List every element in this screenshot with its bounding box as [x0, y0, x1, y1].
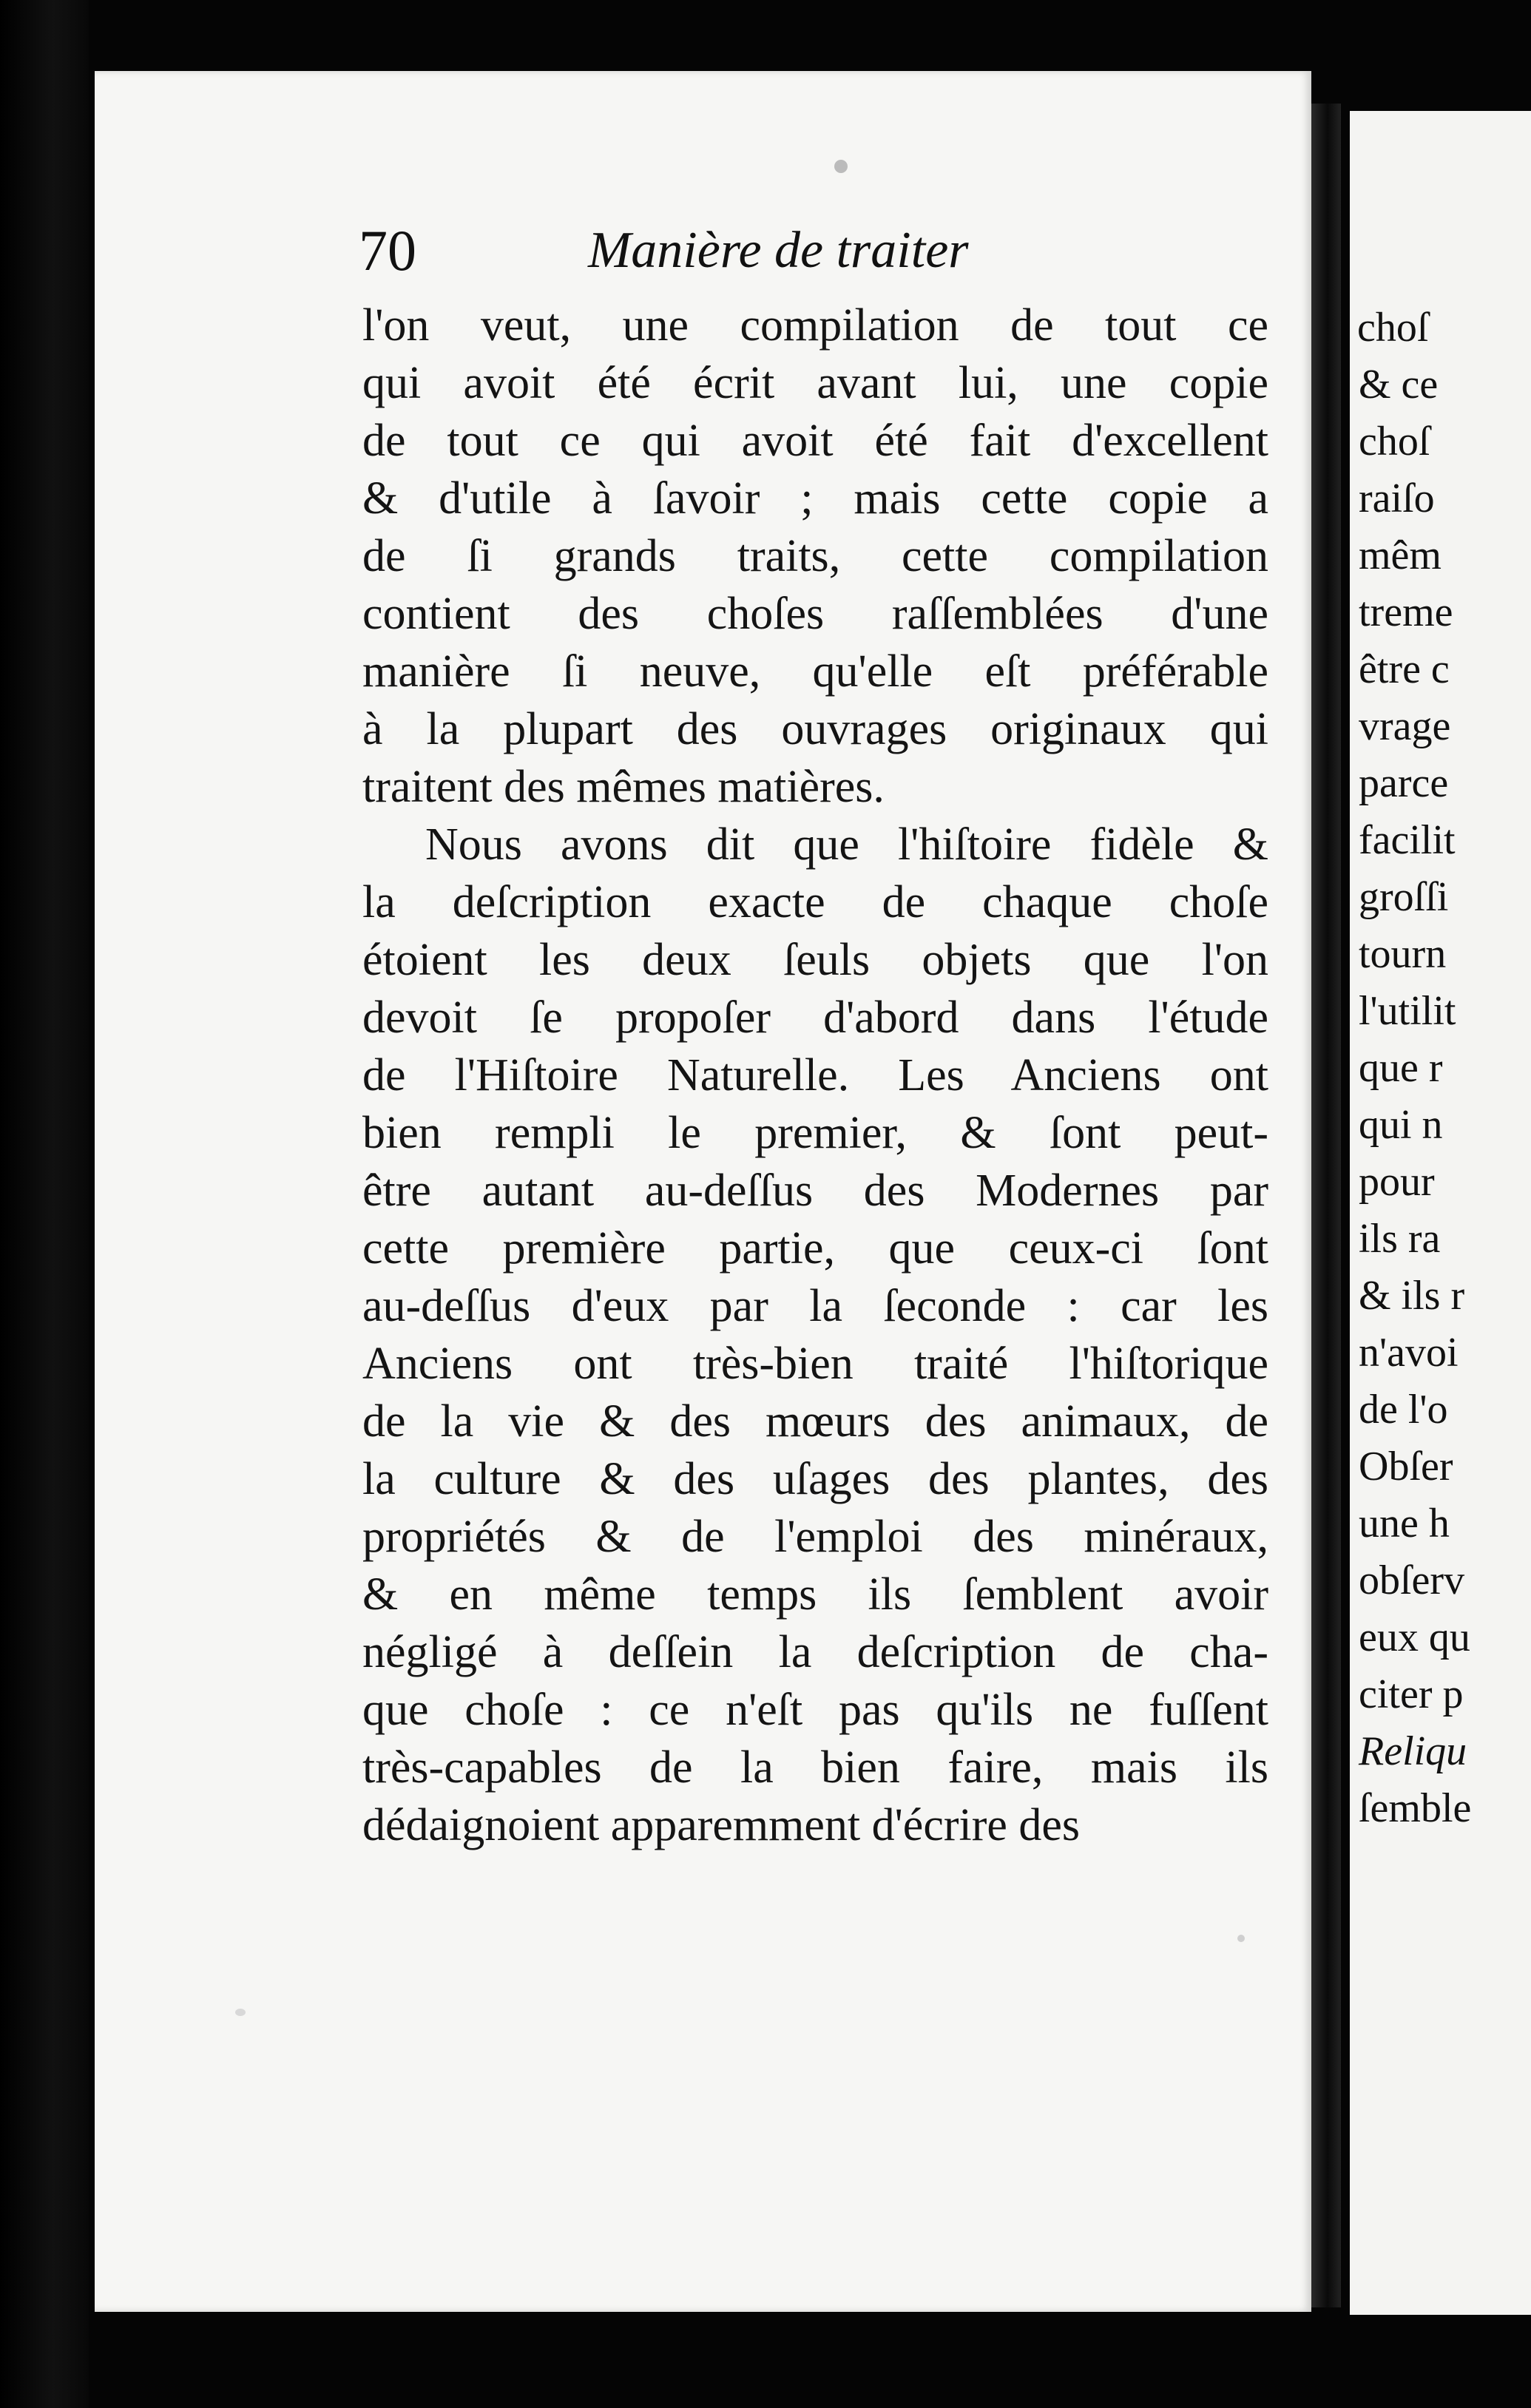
text-line: très-capables de la bien faire, mais ils: [362, 1742, 1268, 1793]
text-line: devoit ſe propoſer d'abord dans l'étude: [362, 992, 1268, 1043]
facing-page: [1350, 111, 1531, 2315]
text-line: la culture & des uſages des plantes, des: [362, 1454, 1268, 1504]
text-line: propriétés & de l'emploi des minéraux,: [362, 1512, 1268, 1562]
page-number: 70: [359, 218, 416, 283]
text-line: l'on veut, une compilation de tout ce: [362, 300, 1268, 351]
facing-page-line: être c: [1359, 646, 1450, 692]
facing-page-line: parce: [1359, 760, 1449, 806]
text-line: cette première partie, que ceux-ci ſont: [362, 1223, 1268, 1274]
page-gutter: [1311, 104, 1341, 2307]
facing-page-line: l'utilit: [1359, 988, 1456, 1034]
text-line: au-deſſus d'eux par la ſeconde : car les: [362, 1281, 1268, 1331]
facing-page-line: raiſo: [1359, 476, 1435, 521]
text-line: Nous avons dit que l'hiſtoire fidèle &: [425, 819, 1268, 870]
facing-page-line: mêm: [1359, 532, 1442, 578]
facing-page-line: choſ: [1359, 419, 1430, 464]
facing-page-line: treme: [1359, 589, 1453, 635]
text-line: être autant au-deſſus des Modernes par: [362, 1166, 1268, 1216]
facing-page-line: ils ra: [1359, 1216, 1441, 1262]
facing-page-line: facilit: [1359, 817, 1456, 863]
text-line: bien rempli le premier, & ſont peut-: [362, 1108, 1268, 1158]
facing-page-line: obſerv: [1359, 1558, 1465, 1603]
text-line: traitent des mêmes matières.: [362, 762, 885, 812]
facing-page-line: pour: [1359, 1159, 1435, 1205]
facing-page-line: de l'o: [1359, 1387, 1448, 1433]
text-line: de tout ce qui avoit été fait d'excellent: [362, 416, 1268, 466]
page-speck: [834, 160, 848, 173]
text-line: & en même temps ils ſemblent avoir: [362, 1569, 1268, 1620]
book-binding: [0, 0, 89, 2408]
facing-page-line: ſemble: [1359, 1785, 1472, 1831]
text-line: négligé à deſſein la deſcription de cha-: [362, 1627, 1268, 1677]
facing-page-line: que r: [1359, 1045, 1443, 1091]
running-header: [359, 218, 1276, 288]
facing-page-line: n'avoi: [1359, 1330, 1459, 1376]
text-line: contient des choſes raſſemblées d'une: [362, 589, 1268, 639]
text-line: étoient les deux ſeuls objets que l'on: [362, 935, 1268, 985]
text-line: & d'utile à ſavoir ; mais cette copie a: [362, 473, 1268, 524]
text-line: manière ſi neuve, qu'elle eſt préférable: [362, 646, 1268, 697]
facing-page-line: une h: [1359, 1501, 1450, 1546]
facing-page-line: & ce: [1359, 362, 1439, 407]
text-line: de la vie & des mœurs des animaux, de: [362, 1396, 1268, 1447]
facing-page-line: eux qu: [1359, 1614, 1470, 1660]
running-title: Manière de traiter: [588, 222, 969, 279]
text-line: qui avoit été écrit avant lui, une copie: [362, 358, 1268, 408]
facing-page-line: Obſer: [1359, 1444, 1453, 1489]
text-line: de l'Hiſtoire Naturelle. Les Anciens ont: [362, 1050, 1268, 1100]
facing-page-line: qui n: [1359, 1102, 1443, 1148]
facing-page-line: vrage: [1359, 703, 1451, 749]
page-speck: [235, 2009, 246, 2016]
text-line: Anciens ont très-bien traité l'hiſtorique: [362, 1339, 1268, 1389]
facing-page-line: tourn: [1359, 931, 1447, 977]
facing-page-line: & ils r: [1359, 1273, 1465, 1319]
page-speck: [1237, 1935, 1245, 1942]
text-line: à la plupart des ouvrages originaux qui: [362, 704, 1268, 754]
facing-page-line: choſ: [1357, 305, 1429, 351]
text-line: que choſe : ce n'eſt pas qu'ils ne fuſſent: [362, 1685, 1268, 1735]
facing-page-line: citer p: [1359, 1671, 1464, 1717]
text-line: dédaignoient apparemment d'écrire des: [362, 1800, 1081, 1850]
facing-page-line: Reliqu: [1359, 1728, 1467, 1774]
text-line: de ſi grands traits, cette compilation: [362, 531, 1268, 581]
text-line: la deſcription exacte de chaque choſe: [362, 877, 1268, 927]
facing-page-line: groſſi: [1359, 874, 1449, 920]
